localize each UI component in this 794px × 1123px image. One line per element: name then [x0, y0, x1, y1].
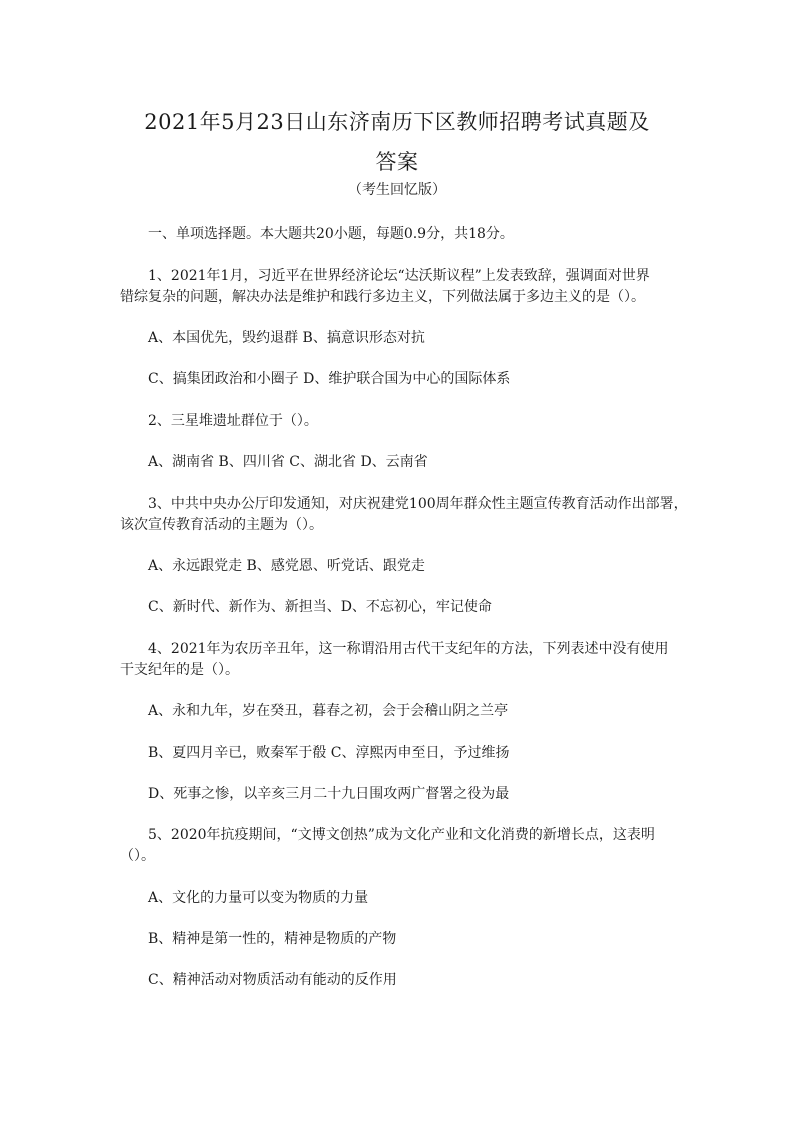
question-5-stem-line-1: 5、2020年抗疫期间，“文博文创热”成为文化产业和文化消费的新增长点，这表明: [148, 827, 655, 843]
document-title-line-2: 答案: [375, 150, 419, 174]
question-1-option-line-1: A、本国优先，毁约退群 B、搞意识形态对抗: [148, 330, 425, 346]
question-4-stem-line-2: 干支纪年的是（）。: [120, 662, 239, 678]
question-4-option-line-3: D、死事之惨，以辛亥三月二十九日围攻两广督署之役为最: [148, 786, 510, 802]
question-3-stem-line-2: 该次宣传教育活动的主题为（）。: [120, 517, 323, 533]
question-5-stem-line-2: （）。: [120, 848, 155, 864]
question-1-stem-line-2: 错综复杂的问题，解决办法是维护和践行多边主义，下列做法属于多边主义的是（）。: [120, 289, 645, 305]
question-4-stem-line-1: 4、2021年为农历辛丑年，这一称谓沿用古代干支纪年的方法，下列表述中没有使用: [148, 641, 669, 657]
document-title-line-1: 2021年5月23日山东济南历下区教师招聘考试真题及: [144, 110, 650, 134]
document-subtitle: （考生回忆版）: [348, 182, 446, 198]
question-2-stem-line-1: 2、三星堆遗址群位于（）。: [148, 413, 318, 429]
question-5-option-line-2: B、精神是第一性的，精神是物质的产物: [148, 931, 397, 947]
question-4-option-line-2: B、夏四月辛已，败秦军于殽 C、淳熙丙申至日，予过维扬: [148, 745, 510, 761]
question-3-stem-line-1: 3、中共中央办公厅印发通知，对庆祝建党100周年群众性主题宣传教育活动作出部署，: [148, 496, 688, 512]
question-1-stem-line-1: 1、2021年1月，习近平在世界经济论坛“达沃斯议程”上发表致辞，强调面对世界: [148, 268, 650, 284]
question-5-option-line-3: C、精神活动对物质活动有能动的反作用: [148, 972, 397, 988]
question-3-option-line-2: C、新时代、新作为、新担当、D、不忘初心，牢记使命: [148, 599, 492, 615]
section-heading: 一、单项选择题。本大题共20小题，每题0.9分，共18分。: [148, 226, 514, 242]
question-1-option-line-2: C、搞集团政治和小圈子 D、维护联合国为中心的国际体系: [148, 371, 511, 387]
question-4-option-line-1: A、永和九年，岁在癸丑，暮春之初，会于会稽山阴之兰亭: [148, 703, 509, 719]
question-3-option-line-1: A、永远跟党走 B、感党恩、听党话、跟党走: [148, 558, 425, 574]
question-2-option-line-1: A、湖南省 B、四川省 C、湖北省 D、云南省: [148, 454, 428, 470]
question-5-option-line-1: A、文化的力量可以变为物质的力量: [148, 890, 369, 906]
